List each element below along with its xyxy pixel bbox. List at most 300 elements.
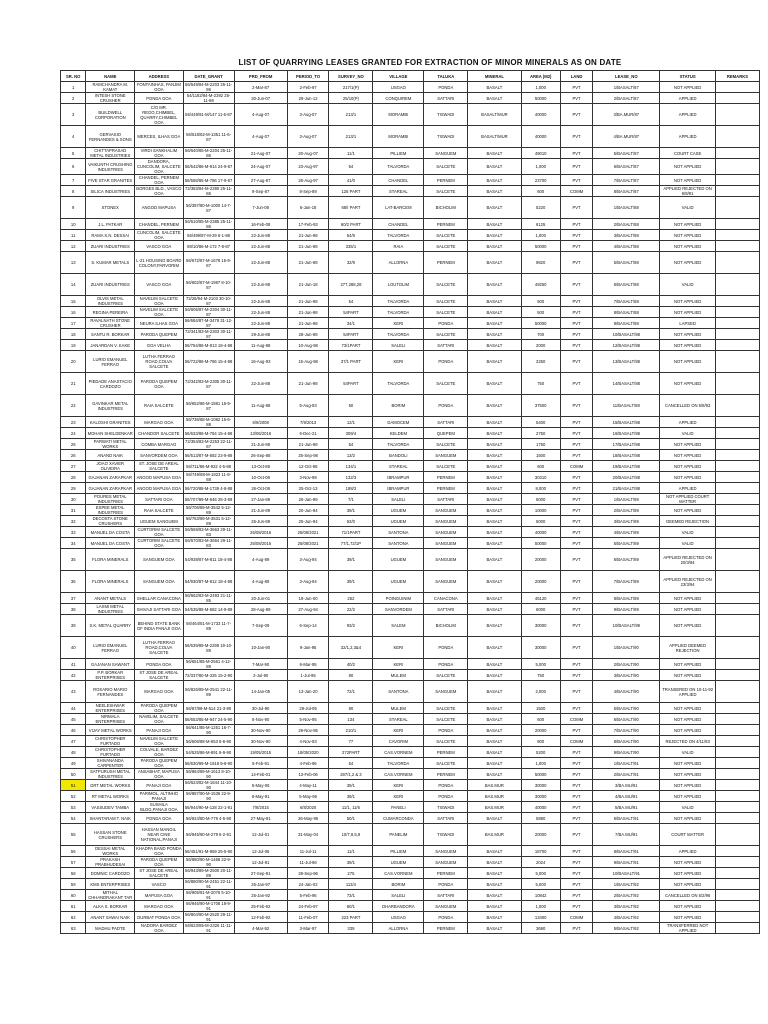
table-cell: 56/720/88-M-1739 4-8-88 — [183, 483, 234, 494]
table-cell — [715, 549, 759, 571]
table-cell: PVT — [560, 219, 592, 230]
table-cell: PARODA QUEPEM GOA — [135, 857, 184, 868]
table-cell: PVT — [560, 373, 592, 395]
table-cell: PVT — [560, 450, 592, 461]
table-row — [61, 857, 760, 868]
table-cell: ANANT METALS — [86, 593, 135, 604]
table-body — [61, 82, 760, 934]
table-cell: PVT — [560, 780, 592, 791]
table-cell: 7/BASALT/90 — [593, 725, 660, 736]
table-cell: 30-Jul-90 — [234, 703, 287, 714]
table-cell: 5/BASALT/92 — [593, 923, 660, 934]
row-serial-cell: 29 — [61, 483, 86, 494]
table-cell: 18/05/2020 — [287, 747, 329, 758]
table-cell: SALCETE — [424, 439, 468, 450]
table-cell — [715, 461, 759, 472]
table-cell: 26-Oct-08 — [234, 483, 287, 494]
table-cell: 30000 — [521, 615, 560, 637]
table-cell: PVT — [560, 813, 592, 824]
table-cell: 4-Aug-07 — [234, 126, 287, 148]
table-cell: KHADPA BAND PONDA GOA — [136, 846, 182, 856]
column-header: NAME — [86, 71, 135, 82]
table-cell — [715, 681, 759, 703]
table-cell: PARWATI METAL WORKS — [86, 439, 135, 450]
table-cell: 80/1 — [329, 901, 373, 912]
table-cell: NOT APPLIED — [660, 901, 716, 912]
table-cell: MERCES, ILHAS GOA — [135, 126, 184, 148]
table-cell: BASALT — [468, 373, 521, 395]
table-cell — [715, 126, 759, 148]
table-cell: 3/BA.MUR/87 — [593, 104, 660, 126]
table-cell — [715, 148, 759, 159]
table-row — [61, 813, 760, 824]
table-cell: 3-Aug-07 — [287, 126, 329, 148]
table-cell: SANGUEM GOA — [135, 549, 184, 571]
table-cell: KERI — [373, 637, 424, 659]
table-cell: SANGUEM — [424, 901, 468, 912]
table-cell: 50 — [329, 395, 373, 417]
table-cell: 56/464/81-M-1733 11-7-89 — [183, 615, 234, 637]
table-cell: 1,000 — [521, 82, 560, 93]
table-cell: 16-Aug-93 — [234, 351, 287, 373]
table-cell: 50000 — [521, 241, 560, 252]
table-cell: 77 — [329, 736, 373, 747]
table-row — [61, 681, 760, 703]
table-cell: 217/1(P) — [329, 82, 373, 93]
table-cell: 4-May-11 — [287, 780, 329, 791]
table-cell: PVT — [560, 791, 592, 802]
table-cell: 56/754/86-M-813 18-4-88 — [183, 340, 234, 351]
table-cell: NAVELIM SALCETE GOA — [135, 736, 184, 747]
table-cell: 1500 — [521, 450, 560, 461]
table-cell: 2/BASALT/92 — [593, 890, 660, 901]
table-cell — [715, 93, 759, 104]
table-cell: 20-Aug-07 — [287, 148, 329, 159]
row-serial-cell: 17 — [61, 318, 86, 329]
row-serial-cell: 47 — [61, 736, 86, 747]
table-row — [61, 417, 760, 428]
table-cell: 4/BASALT/89 — [593, 527, 660, 538]
table-cell: 34/1 — [329, 318, 373, 329]
table-cell: BASALT — [468, 197, 521, 219]
table-cell: 6/9/2008 — [234, 417, 287, 428]
table-cell: BASALT — [468, 736, 521, 747]
table-cell: 56/524/82-M-1844 11-10-90 — [185, 780, 233, 790]
row-serial-cell: 26 — [61, 450, 86, 461]
row-serial-cell: 50 — [61, 769, 86, 780]
table-cell: 4-Feb-96 — [287, 758, 329, 769]
table-cell: BICHOLIM — [424, 197, 468, 219]
table-cell: SALCETE — [424, 307, 468, 318]
table-cell: UGUEM — [373, 505, 424, 516]
table-row — [61, 571, 760, 593]
row-serial-cell: 31 — [61, 505, 86, 516]
table-cell: BASALT — [468, 296, 521, 307]
table-cell: VASCO — [135, 879, 184, 890]
table-cell: 30310 — [521, 472, 560, 483]
table-cell: 2,000 — [521, 681, 560, 703]
table-cell: 22-Jun-88 — [234, 252, 287, 274]
table-cell: PONDA — [424, 791, 468, 802]
table-cell: SATTARI — [424, 494, 468, 505]
table-cell: APPLIED — [660, 104, 716, 126]
table-cell: LUTHA FERRAO ROAD,COLVA SALCETE — [135, 637, 184, 659]
table-cell: 25-Jan-97 — [234, 879, 287, 890]
table-cell — [715, 824, 759, 846]
table-cell: PVT — [560, 681, 592, 703]
table-cell: 72/26/94-M-2103 30-10-87 — [183, 296, 234, 307]
table-cell: 56/880/90-M-1466 22-9-90 — [183, 857, 234, 868]
table-cell: NOT APPLIED — [660, 879, 716, 890]
table-cell: PVT — [560, 637, 592, 659]
table-cell: APPLIED — [660, 483, 716, 494]
table-cell: 11/1 — [329, 148, 373, 159]
table-cell: DECOSTA STONE CRUSHERS — [86, 516, 135, 527]
table-cell: USGAO — [373, 912, 424, 923]
table-cell: 6125 — [521, 219, 560, 230]
table-cell: BASALT — [468, 274, 521, 296]
table-cell — [715, 890, 759, 901]
row-serial-cell: 2 — [61, 93, 86, 104]
table-cell — [715, 395, 759, 417]
table-cell: 39/1 — [329, 780, 373, 791]
table-cell: APPLIED — [660, 93, 716, 104]
table-cell: 40000 — [521, 126, 560, 148]
table-cell: SALCETE — [424, 758, 468, 769]
row-serial-cell: 16 — [61, 307, 86, 318]
table-cell — [715, 747, 759, 758]
table-cell: 1/BASALT/92 — [593, 879, 660, 890]
table-cell — [715, 769, 759, 780]
table-cell: CUNCOLIM, SALCETE GOA — [135, 230, 184, 241]
table-cell: SANGUEM — [424, 527, 468, 538]
table-row — [61, 318, 760, 329]
table-cell: PVT — [560, 197, 592, 219]
table-cell — [715, 241, 759, 252]
table-row — [61, 879, 760, 890]
table-cell: VIJAY METAL WORKS — [86, 725, 135, 736]
table-cell: PERNEM — [424, 219, 468, 230]
table-row — [61, 351, 760, 373]
table-cell: TISWADI — [424, 104, 468, 126]
table-cell: 8,000 — [521, 483, 560, 494]
table-cell: 21-Jun-18 — [287, 274, 329, 296]
table-cell: 32/9 — [329, 252, 373, 274]
table-cell: NOT APPLIED — [660, 175, 716, 186]
row-serial-cell: 23 — [61, 417, 86, 428]
table-cell: SANGUEM — [424, 148, 468, 159]
table-cell: L-21 HOUSING BOARD COLONY,PARVORIM — [135, 252, 184, 274]
table-cell: BASALT — [468, 901, 521, 912]
table-cell: 56/499/87-M-29 6-1-88 — [183, 230, 234, 241]
table-cell: PVT — [560, 104, 592, 126]
table-cell: 21-Jun-98 — [287, 296, 329, 307]
table-cell: 10-Oct-08 — [234, 472, 287, 483]
table-cell: SANGUEM — [424, 857, 468, 868]
table-cell: 56/549/84-M-2203 25-11-86 — [185, 82, 233, 92]
table-cell: NEURA ILHAS GOA — [135, 318, 184, 329]
table-cell: BASALT — [468, 571, 521, 593]
table-cell: 56/606/88-M-653 6-6-90 — [183, 736, 234, 747]
table-cell: PONDA GOA — [135, 813, 184, 824]
table-cell: 4/BA.MUR/87 — [593, 126, 660, 148]
table-cell: PVT — [560, 615, 592, 637]
table-cell — [715, 197, 759, 219]
table-cell: NOT APPLIED — [660, 912, 716, 923]
table-cell: 7/1 — [329, 494, 373, 505]
table-cell: 21-Jun-98 — [287, 318, 329, 329]
table-cell: VALID — [660, 274, 716, 296]
table-cell: ANANT SAWAI NAIK — [86, 912, 135, 923]
table-cell — [715, 318, 759, 329]
table-cell: 13400 — [521, 912, 560, 923]
table-cell: DAMOCEM — [373, 417, 424, 428]
table-cell: NAVELIM SALCETE GOA — [135, 307, 184, 318]
table-cell: 30000 — [521, 780, 560, 791]
table-cell: PONDA — [424, 780, 468, 791]
table-cell: 500 — [521, 307, 560, 318]
table-cell: NOT APPLIED — [660, 615, 716, 637]
table-cell: BICHOLIM — [424, 615, 468, 637]
table-cell: CHANDEL — [373, 219, 424, 230]
table-cell: BAS.MUR — [468, 780, 521, 791]
table-cell — [715, 219, 759, 230]
table-cell: 39/1 — [329, 549, 373, 571]
table-cell: PVT — [560, 175, 592, 186]
table-cell: 80 — [329, 703, 373, 714]
table-cell: ALKA S. BORKAR — [86, 901, 135, 912]
table-cell — [715, 736, 759, 747]
table-cell: 6-Dec-21 — [287, 428, 329, 439]
table-cell: 1/BASALT/88 — [593, 197, 660, 219]
table-cell: 73/1PART — [329, 340, 373, 351]
table-cell: 19-Jun-00 — [287, 593, 329, 604]
table-row — [61, 912, 760, 923]
table-cell: PVT — [560, 846, 592, 857]
document-title: LIST OF QUARRYING LEASES GRANTED FOR EXTRACTION OF MINOR MINERALS AS ON DATE — [238, 58, 622, 67]
table-cell: 21-Jun-98 — [287, 252, 329, 274]
table-cell: 2/BASALT/90 — [593, 659, 660, 670]
table-cell: 54 — [329, 439, 373, 450]
table-cell: BASALT — [468, 538, 521, 549]
table-cell: TISWADI — [424, 802, 468, 813]
table-cell: PVT — [560, 126, 592, 148]
table-cell — [715, 703, 759, 714]
table-cell: 54PART — [329, 373, 373, 395]
table-cell: 213/1 — [329, 104, 373, 126]
table-cell: TALVORDA — [373, 296, 424, 307]
table-cell: 56/397/80-M-1000 14-7-87 — [183, 197, 234, 219]
table-cell: 6000 — [521, 604, 560, 615]
table-cell: 72/341/83-M-2303 30-11-87 — [185, 329, 233, 339]
table-cell: 6/BASALT/90 — [593, 714, 660, 725]
table-cell: CHANDEL, PERNEM GOA — [135, 175, 184, 186]
row-serial-cell: 56 — [61, 846, 86, 857]
table-cell — [715, 159, 759, 175]
table-cell: 77/1,72/1P — [329, 538, 373, 549]
table-cell: GAJANAN ZARAPKAR — [86, 472, 135, 483]
table-cell: 1/BASALT/87 — [593, 82, 660, 93]
table-cell: MANUEL DA COSTA — [86, 527, 135, 538]
table-cell: SANTONA — [373, 681, 424, 703]
table-cell: PANAJI GOA — [135, 725, 184, 736]
table-cell: 11-Feb-07 — [287, 912, 329, 923]
table-cell: BASALT — [468, 472, 521, 483]
table-cell: RAMCHANDRA M. KAMAT — [86, 82, 135, 93]
table-cell: 56/672/87-M-1678 15-9-87 — [183, 252, 234, 274]
table-cell: PVT — [560, 241, 592, 252]
table-row — [61, 659, 760, 670]
table-cell: 5880 — [521, 813, 560, 824]
row-serial-cell: 63 — [61, 923, 86, 934]
table-cell: 21-Jun-98 — [287, 373, 329, 395]
table-row — [61, 901, 760, 912]
table-row — [61, 780, 760, 791]
table-cell: 15-Aug-98 — [287, 351, 329, 373]
table-cell: PERNEM — [424, 747, 468, 758]
table-cell: STAREAL — [373, 461, 424, 472]
table-cell: SALCETE — [424, 714, 468, 725]
table-cell — [715, 912, 759, 923]
table-cell: 4-Nov-93 — [287, 736, 329, 747]
table-cell — [715, 527, 759, 538]
table-cell: 25-Feb-92 — [234, 901, 287, 912]
table-cell: 11/1 — [329, 846, 373, 857]
table-cell: PARODA QUEPEM GOA — [135, 373, 184, 395]
table-cell: NOT APPLIED — [660, 159, 716, 175]
table-cell: 750 — [521, 373, 560, 395]
table-cell: TALVORDA — [373, 758, 424, 769]
table-cell: S. KUMAR METALS — [86, 252, 135, 274]
table-row — [61, 758, 760, 769]
table-cell: 8/BASALT/89 — [593, 593, 660, 604]
table-cell: KMS ENTERPRISES — [86, 879, 135, 890]
table-cell: KERI — [373, 725, 424, 736]
table-cell: BASALT — [468, 890, 521, 901]
table-cell: DESSAI METAL WORKS — [86, 846, 135, 857]
table-cell: COMM — [560, 461, 592, 472]
table-cell: NOT APPLIED — [660, 450, 716, 461]
table-cell: PVT — [560, 516, 592, 527]
table-cell: 68/I PART — [329, 197, 373, 219]
column-header: LAND — [560, 71, 592, 82]
table-cell: 56/602/87-M-1987 8-10-87 — [183, 274, 234, 296]
table-cell: J.L. PATKAR — [86, 219, 135, 230]
table-cell: 287/1,2 & 3 — [329, 769, 373, 780]
table-cell: NOT APPLIED — [660, 82, 716, 93]
table-cell: 18/BASALT/88 — [593, 450, 660, 461]
table-cell: BASALT — [468, 505, 521, 516]
table-cell: 20000 — [521, 824, 560, 846]
table-cell: PERNEM — [424, 769, 468, 780]
table-cell: 26-Sep-88 — [234, 450, 287, 461]
table-cell: 54PART — [329, 329, 373, 340]
table-cell: 3-Nov-99 — [287, 472, 329, 483]
table-cell: 31-May-04 — [287, 824, 329, 846]
table-cell: BASALT — [468, 593, 521, 604]
table-cell: CHITTAPRASAD METAL INDUSTRIES — [86, 148, 135, 159]
table-cell: 10/BASALT/91 — [593, 868, 660, 879]
table-cell: 56/924/80-M-779 4-5-90 — [183, 813, 234, 824]
table-cell: 52/0 — [329, 516, 373, 527]
table-cell — [715, 758, 759, 769]
table-cell: NOT APPLIED COURT MATTER — [660, 494, 716, 505]
table-row — [61, 329, 760, 340]
row-serial-cell: 11 — [61, 230, 86, 241]
table-cell: NOT APPLIED — [660, 780, 716, 791]
table-cell: 7-Sep-09 — [234, 615, 287, 637]
table-cell: 50000 — [521, 769, 560, 780]
table-cell: 22-Jun-88 — [234, 241, 287, 252]
table-cell: CHANDEL — [373, 175, 424, 186]
table-row — [61, 923, 760, 934]
table-cell: 21-Aug-07 — [234, 148, 287, 159]
table-cell: 3/BASALT/92 — [593, 901, 660, 912]
table-cell: 56/562/83-M-2493 21-11-85 — [185, 593, 233, 603]
table-cell: NADORA BARDEZ GOA — [135, 923, 184, 934]
table-cell: 9820 — [521, 252, 560, 274]
table-cell: 7/BASALT/87 — [593, 175, 660, 186]
table-cell: 72/383/84-M-2390 25-11-86 — [185, 186, 233, 196]
table-cell: APPLIED REJECTED ON 20/3/94 — [660, 549, 716, 571]
table-cell: SANVORDEM — [373, 604, 424, 615]
table-cell: 16-Feb-08 — [234, 219, 287, 230]
table-cell: BASALT — [468, 857, 521, 868]
table-cell: 6/BASALT/88 — [593, 274, 660, 296]
table-cell: 500 — [521, 296, 560, 307]
table-cell: CAVORIM — [373, 736, 424, 747]
table-cell: MANUEL DA COSTA — [86, 538, 135, 549]
table-cell: 3-Aug-94 — [287, 549, 329, 571]
table-cell: PVT — [560, 571, 592, 593]
table-cell: 28-Aug-89 — [234, 604, 287, 615]
table-cell: BORIM — [373, 395, 424, 417]
table-cell: 56/887/90-M-1536 22-9-90 — [183, 791, 234, 802]
table-cell: PVT — [560, 230, 592, 241]
table-cell: 22-Jun-88 — [234, 307, 287, 318]
table-cell: 72/342/83-M-2305 30-11-87 — [183, 373, 234, 395]
table-cell: PIEDADE ANASTACIO CARDOZO — [86, 373, 135, 395]
table-cell: 28-Jun-98 — [287, 329, 329, 340]
table-cell: 134/1 — [329, 461, 373, 472]
table-cell: BASALT/MUR — [468, 126, 521, 148]
table-cell: 39/1 — [329, 505, 373, 516]
row-serial-cell: 5 — [61, 148, 86, 159]
table-row — [61, 175, 760, 186]
table-cell: 22-Jun-88 — [234, 296, 287, 307]
table-cell: BASALT — [468, 148, 521, 159]
table-row — [61, 505, 760, 516]
table-row — [61, 483, 760, 494]
table-cell: 8/BASALT/91 — [593, 846, 660, 857]
table-cell: PVT — [560, 329, 592, 340]
table-cell: FONTAINHAS, PANJIM GOA — [135, 82, 184, 93]
table-cell — [715, 175, 759, 186]
table-cell: LURIO EMANUEL FERRAO — [86, 351, 135, 373]
row-serial-cell: 38 — [61, 604, 86, 615]
row-serial-cell: 55 — [61, 824, 86, 846]
table-cell: 600 — [521, 461, 560, 472]
table-cell: PONDA — [424, 82, 468, 93]
table-cell — [715, 329, 759, 340]
table-row — [61, 82, 760, 93]
table-cell: NOT APPLIED — [660, 373, 716, 395]
table-cell: DHARBANDORA — [373, 901, 424, 912]
table-row — [61, 472, 760, 483]
table-cell: 12/1 — [329, 417, 373, 428]
table-cell: SANTU R. BORKAR — [86, 329, 135, 340]
table-cell: 26-Jun-89 — [234, 516, 287, 527]
